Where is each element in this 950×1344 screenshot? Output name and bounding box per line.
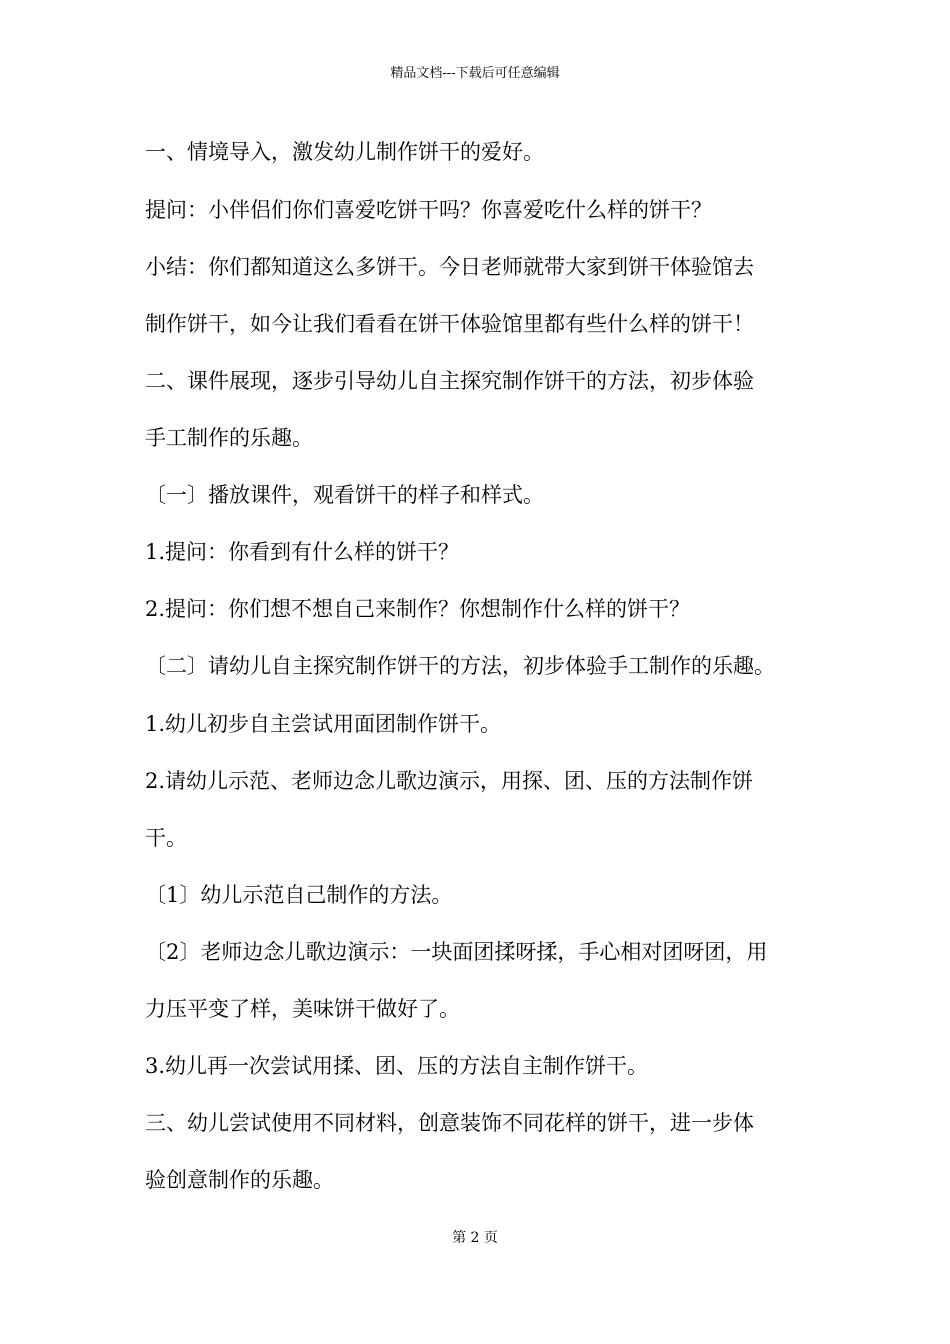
paragraph-line: 制作饼干，如今让我们看看在饼干体验馆里都有些什么样的饼干！ [145, 312, 754, 336]
list-item: 〔1〕幼儿示范自己制作的方法。 [145, 883, 453, 907]
section-heading-1: 一、情境导入，激发幼儿制作饼干的爱好。 [145, 140, 544, 164]
list-item: 2.提问：你们想不想自己来制作？你想制作什么样的饼干？ [145, 597, 691, 621]
list-item: 3.幼儿再一次尝试用揉、团、压的方法自主制作饼干。 [145, 1054, 649, 1078]
subsection-heading: 〔二〕请幼儿自主探究制作饼干的方法，初步体验手工制作的乐趣。 [145, 654, 775, 678]
list-item: 1.提问：你看到有什么样的饼干？ [145, 540, 460, 564]
section-heading-3: 三、幼儿尝试使用不同材料，创意装饰不同花样的饼干，进一步体 [145, 1111, 754, 1135]
paragraph-line: 手工制作的乐趣。 [145, 426, 313, 450]
subsection-heading: 〔一〕播放课件，观看饼干的样子和样式。 [145, 483, 544, 507]
list-item: 2.请幼儿示范、老师边念儿歌边演示，用探、团、压的方法制作饼 [145, 769, 754, 793]
page-header: 精品文档---下载后可任意编辑 [390, 66, 560, 81]
section-heading-2: 二、课件展现，逐步引导幼儿自主探究制作饼干的方法，初步体验 [145, 369, 754, 393]
paragraph-line: 力压平变了样，美味饼干做好了。 [145, 997, 460, 1021]
list-item: 1.幼儿初步自主尝试用面团制作饼干。 [145, 712, 502, 736]
paragraph-line: 小结：你们都知道这么多饼干。今日老师就带大家到饼干体验馆去 [145, 255, 754, 279]
paragraph-line: 提问：小伴侣们你们喜爱吃饼干吗？你喜爱吃什么样的饼干？ [145, 198, 712, 222]
paragraph-line: 验创意制作的乐趣。 [145, 1168, 334, 1192]
paragraph-line: 干。 [145, 826, 187, 850]
list-item: 〔2〕老师边念儿歌边演示：一块面团揉呀揉，手心相对团呀团，用 [145, 940, 768, 964]
page-number: 第 2 页 [452, 1230, 498, 1246]
